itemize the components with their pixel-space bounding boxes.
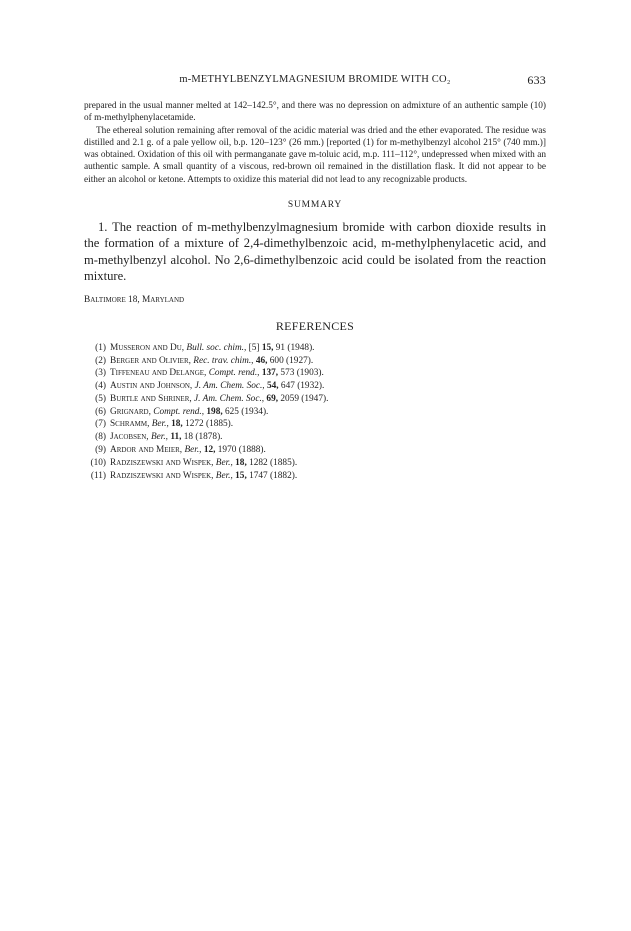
reference-authors: Radziszewski and Wispek, (110, 470, 214, 481)
reference-volume: 18, (171, 419, 183, 430)
reference-item (84, 457, 546, 470)
reference-volume: 11, (170, 432, 182, 443)
reference-number: (3) (95, 368, 106, 379)
reference-authors: Austin and Johnson, (110, 381, 193, 392)
reference-number: (11) (90, 470, 106, 481)
reference-journal: Ber., (150, 432, 168, 443)
paragraph-continuation: prepared in the usual manner melted at 142–142.5°, and there was no depression on admixture of an authentic sample (10) of m-methylphenylacetamide. (84, 101, 546, 124)
reference-volume: 69, (266, 393, 279, 404)
reference-journal: Compt. rend., (208, 368, 260, 379)
reference-item (84, 470, 546, 483)
reference-number: (7) (95, 419, 106, 430)
reference-pages-year: 573 (1903). (280, 368, 324, 379)
reference-volume: 15, (235, 470, 247, 481)
reference-authors: Berger and Olivier, (110, 355, 191, 366)
reference-volume: 198, (206, 406, 223, 417)
reference-pages-year: 1970 (1888). (217, 445, 266, 456)
reference-number: (8) (95, 432, 106, 443)
page-number: 633 (527, 73, 546, 87)
reference-journal: Compt. rend., (153, 406, 205, 417)
reference-pages-year: 91 (1948). (275, 342, 315, 353)
reference-journal: Ber., (151, 419, 169, 430)
reference-journal: J. Am. Chem. Soc., (194, 381, 265, 392)
reference-number: (6) (95, 406, 106, 417)
references-list (84, 342, 546, 483)
reference-authors: Burtle and Shriner, (110, 393, 192, 404)
reference-number: (1) (95, 342, 106, 353)
reference-journal: Bull. soc. chim., (186, 342, 247, 353)
reference-journal: Rec. trav. chim., (193, 355, 254, 366)
summary-heading: SUMMARY (287, 200, 343, 211)
reference-pages-year: 600 (1927). (269, 355, 314, 366)
reference-item (84, 418, 546, 431)
reference-pages-year: 18 (1878). (183, 432, 223, 443)
reference-item (84, 406, 546, 419)
reference-item (84, 393, 546, 406)
running-title: m-METHYLBENZYLMAGNESIUM BROMIDE WITH CO₂ (179, 74, 451, 85)
reference-item (84, 444, 546, 457)
reference-number: (4) (95, 381, 106, 392)
reference-pages-year: 1272 (1885). (185, 419, 234, 430)
reference-series: [5] (248, 342, 260, 353)
reference-pages-year: 647 (1932). (280, 381, 325, 392)
reference-authors: Grignard, (110, 406, 151, 417)
reference-authors: Musseron and Du, (110, 342, 185, 353)
experimental-text (84, 100, 546, 186)
paragraph-ether-solution: The ethereal solution remaining after removal of the acidic material was dried and the ether evaporated. The residue was distilled and 2.1 g. of a pale yellow oil, b.p. 120–123° (26 mm.) [reported (1) for m-methylbenzyl alcohol 215° (740 mm.)] was obtained. Oxidation of this oil with permanganate gave m-toluic acid, m.p. 111–112°, undepressed when mixed with an authentic sample. A small quantity of a viscous, red-brown oil remained in the distillation flask. It did not appear to be either an alcohol or ketone. Attempts to oxidize this material did not lead to any recognizable products. (84, 125, 546, 185)
reference-authors: Jacobsen, (110, 432, 149, 443)
reference-volume: 18, (235, 457, 247, 468)
reference-journal: J. Am. Chem. Soc., (194, 393, 265, 404)
reference-number: (2) (95, 355, 106, 366)
reference-volume: 54, (266, 381, 279, 392)
reference-pages-year: 2059 (1947). (280, 393, 329, 404)
reference-volume: 15, (261, 342, 274, 353)
reference-number: (9) (95, 445, 106, 456)
reference-item (84, 380, 546, 393)
reference-item (84, 367, 546, 380)
reference-volume: 12, (203, 445, 216, 456)
reference-journal: Ber., (215, 457, 233, 468)
summary-section (84, 219, 546, 285)
summary-text: 1. The reaction of m-methylbenzylmagnesium bromide with carbon dioxide results in the formation of a mixture of 2,4-dimethylbenzoic acid, m-methylphenylacetic acid, and m-methylbenzyl alcohol. No 2,6-dimethylbenzoic acid could be isolated from the reaction mixture. (84, 220, 546, 284)
reference-item (84, 355, 546, 368)
author-location: Baltimore 18, Maryland (84, 294, 185, 305)
reference-journal: Ber., (184, 445, 202, 456)
reference-authors: Schramm, (110, 419, 150, 430)
reference-number: (10) (90, 457, 106, 468)
reference-journal: Ber., (215, 470, 233, 481)
reference-number: (5) (95, 393, 106, 404)
reference-authors: Tiffeneau and Delange, (110, 368, 207, 379)
reference-pages-year: 1747 (1882). (249, 470, 298, 481)
reference-pages-year: 625 (1934). (225, 406, 269, 417)
reference-authors: Radziszewski and Wispek, (110, 457, 214, 468)
journal-page (84, 74, 546, 482)
reference-volume: 46, (255, 355, 268, 366)
references-heading: REFERENCES (275, 318, 355, 333)
reference-authors: Ardor and Meier, (110, 445, 183, 456)
reference-item (84, 431, 546, 444)
reference-volume: 137, (261, 368, 279, 379)
reference-item (84, 342, 546, 355)
reference-pages-year: 1282 (1885). (249, 457, 298, 468)
running-header (84, 74, 546, 90)
